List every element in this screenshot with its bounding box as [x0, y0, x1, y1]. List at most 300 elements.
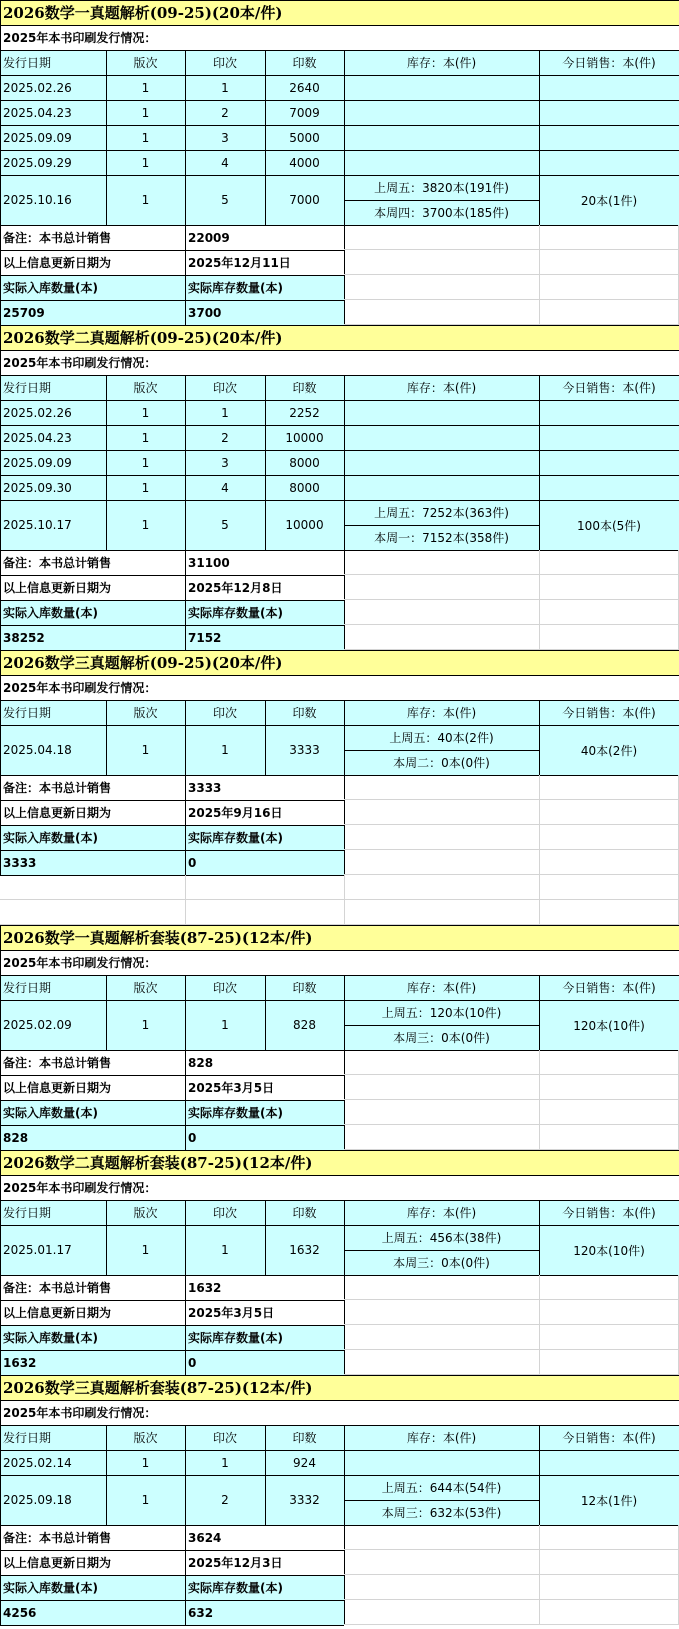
- cell-border: [344, 1225, 345, 1250]
- header-today-sales: 今日销售：本(件): [539, 700, 679, 725]
- cell-border: [344, 775, 345, 800]
- cell-border: [185, 625, 344, 626]
- cell-border: [185, 975, 265, 976]
- cell-border: [344, 225, 539, 226]
- cell-border: [344, 250, 345, 275]
- cell-border: [106, 375, 107, 400]
- cell-border: [0, 800, 185, 801]
- cell-border: [106, 1425, 107, 1450]
- header-stock: 库存：本(件): [344, 975, 539, 1000]
- cell-border: [0, 75, 106, 76]
- cell-border: [539, 700, 679, 701]
- gridline: [344, 1324, 679, 1325]
- cell-border: [539, 475, 540, 500]
- cell-border: [344, 150, 539, 151]
- cell-border: [539, 400, 679, 401]
- cell-border: [0, 550, 185, 551]
- cell-border: [344, 1500, 539, 1501]
- cell-border: [0, 1425, 106, 1426]
- total-sales-value: 3333: [188, 780, 222, 795]
- cell-border: [106, 500, 107, 550]
- header-edition: 版次: [106, 1200, 185, 1225]
- cell-border: [344, 50, 345, 75]
- in-qty-label: 实际入库数量(本): [0, 275, 185, 300]
- cell-border: [185, 1225, 186, 1275]
- cell-border: [265, 1225, 344, 1226]
- cell-border: [344, 100, 539, 101]
- cell-border: [539, 1225, 540, 1275]
- cell-border: [265, 1475, 344, 1476]
- cell-border: [185, 1325, 186, 1350]
- cell-border: [185, 625, 186, 650]
- row-edition: 1: [106, 1475, 185, 1525]
- cell-border: [106, 475, 107, 500]
- cell-border: [344, 725, 539, 726]
- cell-border: [0, 1100, 185, 1101]
- cell-border: [0, 775, 185, 776]
- cell-border: [539, 150, 540, 175]
- row-date: 2025.02.09: [0, 1000, 106, 1050]
- header-stock: 库存：本(件): [344, 1200, 539, 1225]
- cell-border: [539, 1425, 540, 1450]
- total-sales-value: 22009: [188, 230, 230, 245]
- cell-border: [0, 475, 106, 476]
- cell-border: [265, 50, 266, 75]
- cell-border: [539, 975, 540, 1000]
- row-quantity: 2252: [265, 400, 344, 425]
- cell-border: [185, 400, 265, 401]
- cell-border: [0, 825, 185, 826]
- cell-border: [344, 625, 345, 650]
- cell-border: [539, 1475, 540, 1525]
- cell-border: [0, 925, 679, 926]
- cell-border: [344, 50, 539, 51]
- row-edition: 1: [106, 100, 185, 125]
- cell-border: [539, 1425, 679, 1426]
- row-date: 2025.04.23: [0, 100, 106, 125]
- cell-border: [344, 1025, 539, 1026]
- cell-border: [185, 1125, 186, 1150]
- header-printing: 印次: [185, 1200, 265, 1225]
- cell-border: [265, 475, 344, 476]
- gridline: [539, 225, 540, 325]
- gridline: [539, 1275, 540, 1375]
- cell-border: [0, 50, 106, 51]
- cell-border: [265, 125, 266, 150]
- cell-border: [0, 1275, 185, 1276]
- stock-this-week: 本周二：0本(0件): [344, 750, 539, 775]
- cell-border: [0, 175, 106, 176]
- cell-border: [344, 1000, 539, 1001]
- cell-border: [106, 1225, 107, 1275]
- cell-border: [344, 75, 539, 76]
- cell-border: [0, 325, 679, 326]
- cell-border: [344, 1200, 345, 1225]
- row-printing: 1: [185, 75, 265, 100]
- cell-border: [185, 75, 186, 100]
- stock-qty-label: 实际库存数量(本): [185, 1100, 344, 1125]
- row-edition: 1: [106, 400, 185, 425]
- cell-border: [185, 450, 265, 451]
- cell-border: [185, 375, 265, 376]
- stock-last-week: 上周五：644本(54件): [344, 1475, 539, 1500]
- updated-date: 2025年9月16日: [188, 806, 283, 820]
- gridline: [539, 1525, 540, 1625]
- cell-border: [185, 300, 186, 325]
- row-quantity: 8000: [265, 475, 344, 500]
- cell-border: [265, 725, 266, 775]
- cell-border: [265, 375, 266, 400]
- cell-border: [265, 1425, 266, 1450]
- row-date: 2025.09.30: [0, 475, 106, 500]
- row-edition: 1: [106, 725, 185, 775]
- cell-border: [0, 1325, 185, 1326]
- cell-border: [185, 75, 265, 76]
- cell-border: [106, 1450, 185, 1451]
- cell-border: [539, 1475, 679, 1476]
- cell-border: [344, 1575, 345, 1600]
- gridline: [344, 849, 679, 850]
- today-sales-empty: [539, 425, 679, 450]
- cell-border: [265, 1425, 344, 1426]
- stock-last-week: 上周五：456本(38件): [344, 1225, 539, 1250]
- cell-border: [344, 1025, 345, 1050]
- total-sales-label: 备注：本书总计销售: [3, 556, 112, 570]
- cell-border: [0, 250, 1, 275]
- cell-border: [106, 475, 185, 476]
- header-stock: 库存：本(件): [344, 375, 539, 400]
- cell-border: [185, 1575, 186, 1600]
- cell-border: [539, 550, 679, 551]
- cell-border: [185, 1600, 186, 1625]
- cell-border: [185, 1275, 186, 1300]
- in-qty-value: 1632: [0, 1350, 185, 1375]
- cell-border: [106, 175, 107, 225]
- cell-border: [106, 400, 107, 425]
- cell-border: [0, 975, 106, 976]
- cell-border: [0, 700, 1, 725]
- book-title: 2026数学一真题解析(09-25)(20本/件): [0, 0, 679, 25]
- print-info-label: 2025年本书印刷发行情况：: [3, 31, 157, 45]
- cell-border: [0, 1050, 185, 1051]
- book-title: 2026数学三真题解析套装(87-25)(12本/件): [0, 1375, 679, 1400]
- today-sales-empty: [539, 450, 679, 475]
- cell-border: [106, 400, 185, 401]
- cell-border: [265, 1200, 344, 1201]
- cell-border: [0, 1400, 1, 1425]
- print-info-label: 2025年本书印刷发行情况：: [3, 681, 157, 695]
- cell-border: [265, 725, 344, 726]
- cell-border: [185, 700, 265, 701]
- today-sales: 120本(10件): [539, 1225, 679, 1275]
- cell-border: [265, 1450, 266, 1475]
- cell-border: [265, 100, 266, 125]
- cell-border: [0, 550, 1, 575]
- cell-border: [106, 1200, 185, 1201]
- cell-border: [185, 225, 344, 226]
- stock-qty-label: 实际库存数量(本): [185, 600, 344, 625]
- cell-border: [185, 150, 186, 175]
- cell-border: [0, 375, 1, 400]
- cell-border: [185, 800, 344, 801]
- cell-border: [539, 375, 540, 400]
- cell-border: [344, 1450, 345, 1475]
- gridline: [344, 1099, 679, 1100]
- cell-border: [0, 975, 1, 1000]
- row-date: 2025.04.23: [0, 425, 106, 450]
- cell-border: [0, 675, 1, 700]
- cell-border: [0, 875, 185, 876]
- cell-border: [265, 425, 344, 426]
- cell-border: [539, 775, 679, 776]
- cell-border: [0, 450, 106, 451]
- cell-border: [0, 1125, 185, 1126]
- in-qty-value: 3333: [0, 850, 185, 875]
- cell-border: [0, 1075, 185, 1076]
- today-sales-empty: [539, 400, 679, 425]
- updated-label: 以上信息更新日期为: [3, 1306, 112, 1320]
- row-printing: 4: [185, 150, 265, 175]
- header-quantity: 印数: [265, 975, 344, 1000]
- cell-border: [265, 175, 344, 176]
- cell-border: [344, 1500, 345, 1525]
- cell-border: [0, 1100, 1, 1125]
- updated-label: 以上信息更新日期为: [3, 581, 112, 595]
- cell-border: [344, 550, 539, 551]
- book-title: 2026数学二真题解析(09-25)(20本/件): [0, 325, 679, 350]
- row-printing: 2: [185, 1475, 265, 1525]
- cell-border: [0, 300, 1, 325]
- header-date: 发行日期: [0, 975, 106, 1000]
- gridline: [344, 249, 679, 250]
- cell-border: [106, 700, 185, 701]
- cell-border: [0, 0, 1, 25]
- cell-border: [0, 1300, 1, 1325]
- row-printing: 1: [185, 1225, 265, 1275]
- stock-last-week: 上周五：3820本(191件): [344, 175, 539, 200]
- cell-border: [0, 1000, 106, 1001]
- cell-border: [0, 1175, 1, 1200]
- cell-border: [185, 775, 344, 776]
- book-title: 2026数学一真题解析套装(87-25)(12本/件): [0, 925, 679, 950]
- cell-border: [0, 475, 1, 500]
- header-today-sales: 今日销售：本(件): [539, 1425, 679, 1450]
- cell-border: [0, 275, 185, 276]
- cell-border: [0, 575, 1, 600]
- cell-border: [539, 125, 540, 150]
- cell-border: [344, 375, 345, 400]
- cell-border: [0, 575, 185, 576]
- cell-border: [265, 450, 344, 451]
- gridline: [344, 1599, 679, 1600]
- cell-border: [185, 50, 186, 75]
- cell-border: [344, 150, 345, 175]
- cell-border: [0, 100, 1, 125]
- row-printing: 1: [185, 1000, 265, 1050]
- stock-last-week: 上周五：7252本(363件): [344, 500, 539, 525]
- gridline: [0, 899, 679, 900]
- cell-border: [539, 100, 679, 101]
- stock-qty-label: 实际库存数量(本): [185, 1325, 344, 1350]
- cell-border: [0, 1350, 185, 1351]
- header-today-sales: 今日销售：本(件): [539, 1200, 679, 1225]
- cell-border: [185, 475, 265, 476]
- row-edition: 1: [106, 425, 185, 450]
- cell-border: [106, 75, 107, 100]
- row-edition: 1: [106, 500, 185, 550]
- cell-border: [344, 450, 345, 475]
- cell-border: [265, 175, 266, 225]
- cell-border: [185, 125, 265, 126]
- cell-border: [0, 1550, 1, 1575]
- row-edition: 1: [106, 175, 185, 225]
- cell-border: [106, 1000, 185, 1001]
- cell-border: [539, 1050, 679, 1051]
- total-sales-label: 备注：本书总计销售: [3, 781, 112, 795]
- cell-border: [344, 975, 539, 976]
- cell-border: [539, 175, 540, 225]
- cell-border: [265, 425, 266, 450]
- book-title: 2026数学二真题解析套装(87-25)(12本/件): [0, 1150, 679, 1175]
- cell-border: [344, 475, 539, 476]
- cell-border: [106, 450, 185, 451]
- header-edition: 版次: [106, 50, 185, 75]
- stock-qty-label: 实际库存数量(本): [185, 275, 344, 300]
- gridline: [344, 799, 679, 800]
- cell-border: [344, 425, 539, 426]
- cell-border: [0, 1575, 1, 1600]
- cell-border: [344, 775, 539, 776]
- cell-border: [265, 1450, 344, 1451]
- cell-border: [185, 250, 186, 275]
- cell-border: [185, 1125, 344, 1126]
- header-edition: 版次: [106, 1425, 185, 1450]
- cell-border: [265, 500, 344, 501]
- cell-border: [344, 425, 345, 450]
- cell-border: [0, 950, 1, 975]
- cell-border: [265, 400, 344, 401]
- cell-border: [344, 1000, 345, 1025]
- cell-border: [0, 425, 106, 426]
- cell-border: [185, 500, 265, 501]
- gridline: [539, 875, 540, 925]
- stock-empty: [344, 100, 539, 125]
- gridline: [344, 875, 345, 925]
- cell-border: [539, 1200, 679, 1201]
- cell-border: [0, 375, 106, 376]
- cell-border: [265, 975, 266, 1000]
- cell-border: [0, 850, 185, 851]
- cell-border: [344, 1225, 539, 1226]
- cell-border: [0, 225, 185, 226]
- total-sales-label: 备注：本书总计销售: [3, 231, 112, 245]
- header-printing: 印次: [185, 50, 265, 75]
- cell-border: [0, 625, 1, 650]
- cell-border: [0, 650, 1, 675]
- stock-last-week: 上周五：120本(10件): [344, 1000, 539, 1025]
- print-info-label: 2025年本书印刷发行情况：: [3, 1406, 157, 1420]
- updated-date: 2025年3月5日: [188, 1081, 275, 1095]
- cell-border: [344, 175, 345, 200]
- stock-empty: [344, 450, 539, 475]
- cell-border: [0, 1475, 106, 1476]
- cell-border: [0, 1325, 1, 1350]
- updated-date: 2025年12月3日: [188, 1556, 283, 1570]
- cell-border: [0, 425, 1, 450]
- total-sales-label: 备注：本书总计销售: [3, 1056, 112, 1070]
- row-printing: 1: [185, 725, 265, 775]
- header-date: 发行日期: [0, 375, 106, 400]
- cell-border: [0, 325, 1, 350]
- cell-border: [0, 600, 185, 601]
- cell-border: [344, 600, 345, 625]
- header-edition: 版次: [106, 700, 185, 725]
- cell-border: [185, 375, 186, 400]
- cell-border: [0, 1575, 185, 1576]
- cell-border: [265, 150, 344, 151]
- cell-border: [344, 525, 345, 550]
- updated-date: 2025年3月5日: [188, 1306, 275, 1320]
- cell-border: [185, 1000, 186, 1050]
- cell-border: [185, 175, 186, 225]
- header-date: 发行日期: [0, 1425, 106, 1450]
- updated-label: 以上信息更新日期为: [3, 256, 112, 270]
- cell-border: [539, 500, 679, 501]
- cell-border: [0, 1200, 1, 1225]
- cell-border: [106, 1475, 107, 1525]
- row-date: 2025.02.14: [0, 1450, 106, 1475]
- cell-border: [106, 975, 185, 976]
- cell-border: [0, 125, 106, 126]
- row-quantity: 8000: [265, 450, 344, 475]
- cell-border: [106, 100, 107, 125]
- cell-border: [539, 450, 540, 475]
- today-sales-empty: [539, 75, 679, 100]
- cell-border: [106, 1000, 107, 1050]
- cell-border: [106, 100, 185, 101]
- cell-border: [344, 1450, 539, 1451]
- cell-border: [106, 375, 185, 376]
- cell-border: [185, 550, 344, 551]
- cell-border: [185, 600, 344, 601]
- today-sales-empty: [539, 1450, 679, 1475]
- cell-border: [0, 75, 1, 100]
- stock-empty: [344, 150, 539, 175]
- cell-border: [106, 700, 107, 725]
- gridline: [344, 1624, 679, 1625]
- cell-border: [265, 400, 266, 425]
- row-date: 2025.02.26: [0, 75, 106, 100]
- cell-border: [185, 1450, 186, 1475]
- header-quantity: 印数: [265, 1425, 344, 1450]
- cell-border: [106, 125, 107, 150]
- print-info-label: 2025年本书印刷发行情况：: [3, 1181, 157, 1195]
- cell-border: [0, 1300, 185, 1301]
- cell-border: [344, 1250, 345, 1275]
- in-qty-label: 实际入库数量(本): [0, 1325, 185, 1350]
- cell-border: [185, 800, 186, 825]
- cell-border: [185, 125, 186, 150]
- stock-empty: [344, 75, 539, 100]
- cell-border: [185, 1475, 186, 1525]
- in-qty-value: 4256: [0, 1600, 185, 1625]
- cell-border: [0, 300, 185, 301]
- updated-date: 2025年12月8日: [188, 581, 283, 595]
- cell-border: [344, 825, 345, 850]
- cell-border: [0, 225, 1, 250]
- header-stock: 库存：本(件): [344, 1425, 539, 1450]
- cell-border: [185, 250, 344, 251]
